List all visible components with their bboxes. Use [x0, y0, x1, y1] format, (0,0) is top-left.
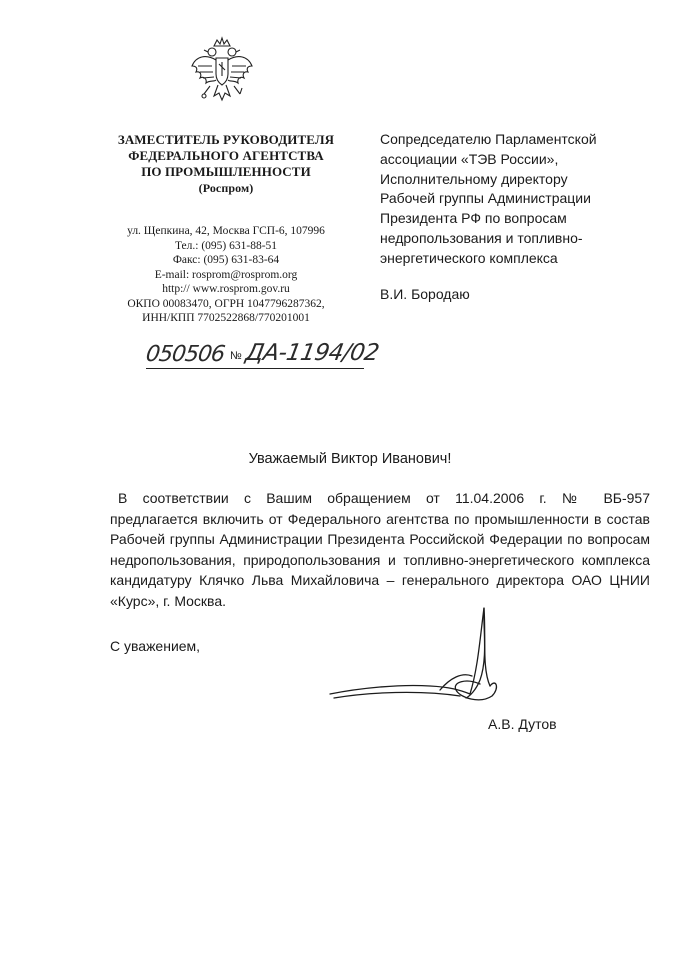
body-line: Рабочей группы Администрации Президента Российской Федерации по вопросам	[110, 531, 650, 547]
fax-line: Факс: (095) 631-83-64	[172, 254, 280, 266]
recipient-line: Президента РФ по вопросам	[380, 210, 567, 227]
okpo-ogrn-line: ОКПО 00083470, ОГРН 1047796287362,	[127, 297, 325, 310]
body-line: предлагается включить от Федерального агентства по промышленности в состав	[110, 510, 650, 527]
letterhead-title-line-2: ФЕДЕРАЛЬНОГО АГЕНТСТВА	[128, 148, 324, 163]
website-line: http:// www.rosprom.gov.ru	[162, 283, 290, 295]
letterhead-address	[100, 224, 352, 326]
registration-id: ДА-1194/02	[243, 340, 381, 366]
body-line: кандидатуру Клячко Льва Михайловича – генерального директора ОАО ЦНИИ	[110, 572, 650, 588]
registration-underline	[146, 368, 364, 369]
recipient-line: недропользования и топливно-	[380, 229, 583, 246]
coat-of-arms-emblem	[186, 36, 258, 114]
recipient-line: Рабочей группы Администрации	[380, 190, 591, 207]
signer-name: А.В. Дутов	[488, 716, 557, 732]
recipient-block	[380, 130, 680, 269]
recipient-line: ассоциации «ТЭВ России»,	[380, 150, 559, 167]
registration-date: 050506	[144, 342, 226, 367]
letter-body	[110, 488, 650, 611]
salutation: Уважаемый Виктор Иванович!	[248, 451, 452, 467]
phone-line: Тел.: (095) 631-88-51	[174, 239, 278, 252]
number-sign: №	[230, 350, 242, 362]
letterhead-title-line-1: ЗАМЕСТИТЕЛЬ РУКОВОДИТЕЛЯ	[117, 132, 335, 147]
body-line: недропользования, природопользования и топливно-энергетического комплекса	[110, 551, 650, 568]
email-line: E-mail: rosprom@rosprom.org	[154, 268, 298, 281]
recipient-name: В.И. Бородаю	[380, 286, 470, 302]
body-line: «Курс», г. Москва.	[110, 592, 226, 609]
registration-number	[146, 338, 386, 378]
recipient-line: энергетического комплекса	[380, 249, 558, 266]
address-line: ул. Щепкина, 42, Москва ГСП-6, 107996	[127, 225, 325, 237]
recipient-line: Сопредседателю Парламентской	[380, 131, 597, 147]
inn-kpp-line: ИНН/КПП 7702522868/770201001	[142, 312, 310, 324]
letterhead-title-line-4: (Роспром)	[198, 181, 254, 195]
recipient-line: Исполнительному директору	[380, 170, 568, 187]
letterhead-title-line-3: ПО ПРОМЫШЛЕННОСТИ	[141, 164, 311, 179]
letterhead-title	[100, 132, 352, 196]
handwritten-signature	[320, 598, 510, 716]
closing-phrase: С уважением,	[110, 638, 201, 654]
body-line: В соответствии с Вашим обращением от 11.04.2006 г. № ВБ-957	[118, 490, 650, 506]
